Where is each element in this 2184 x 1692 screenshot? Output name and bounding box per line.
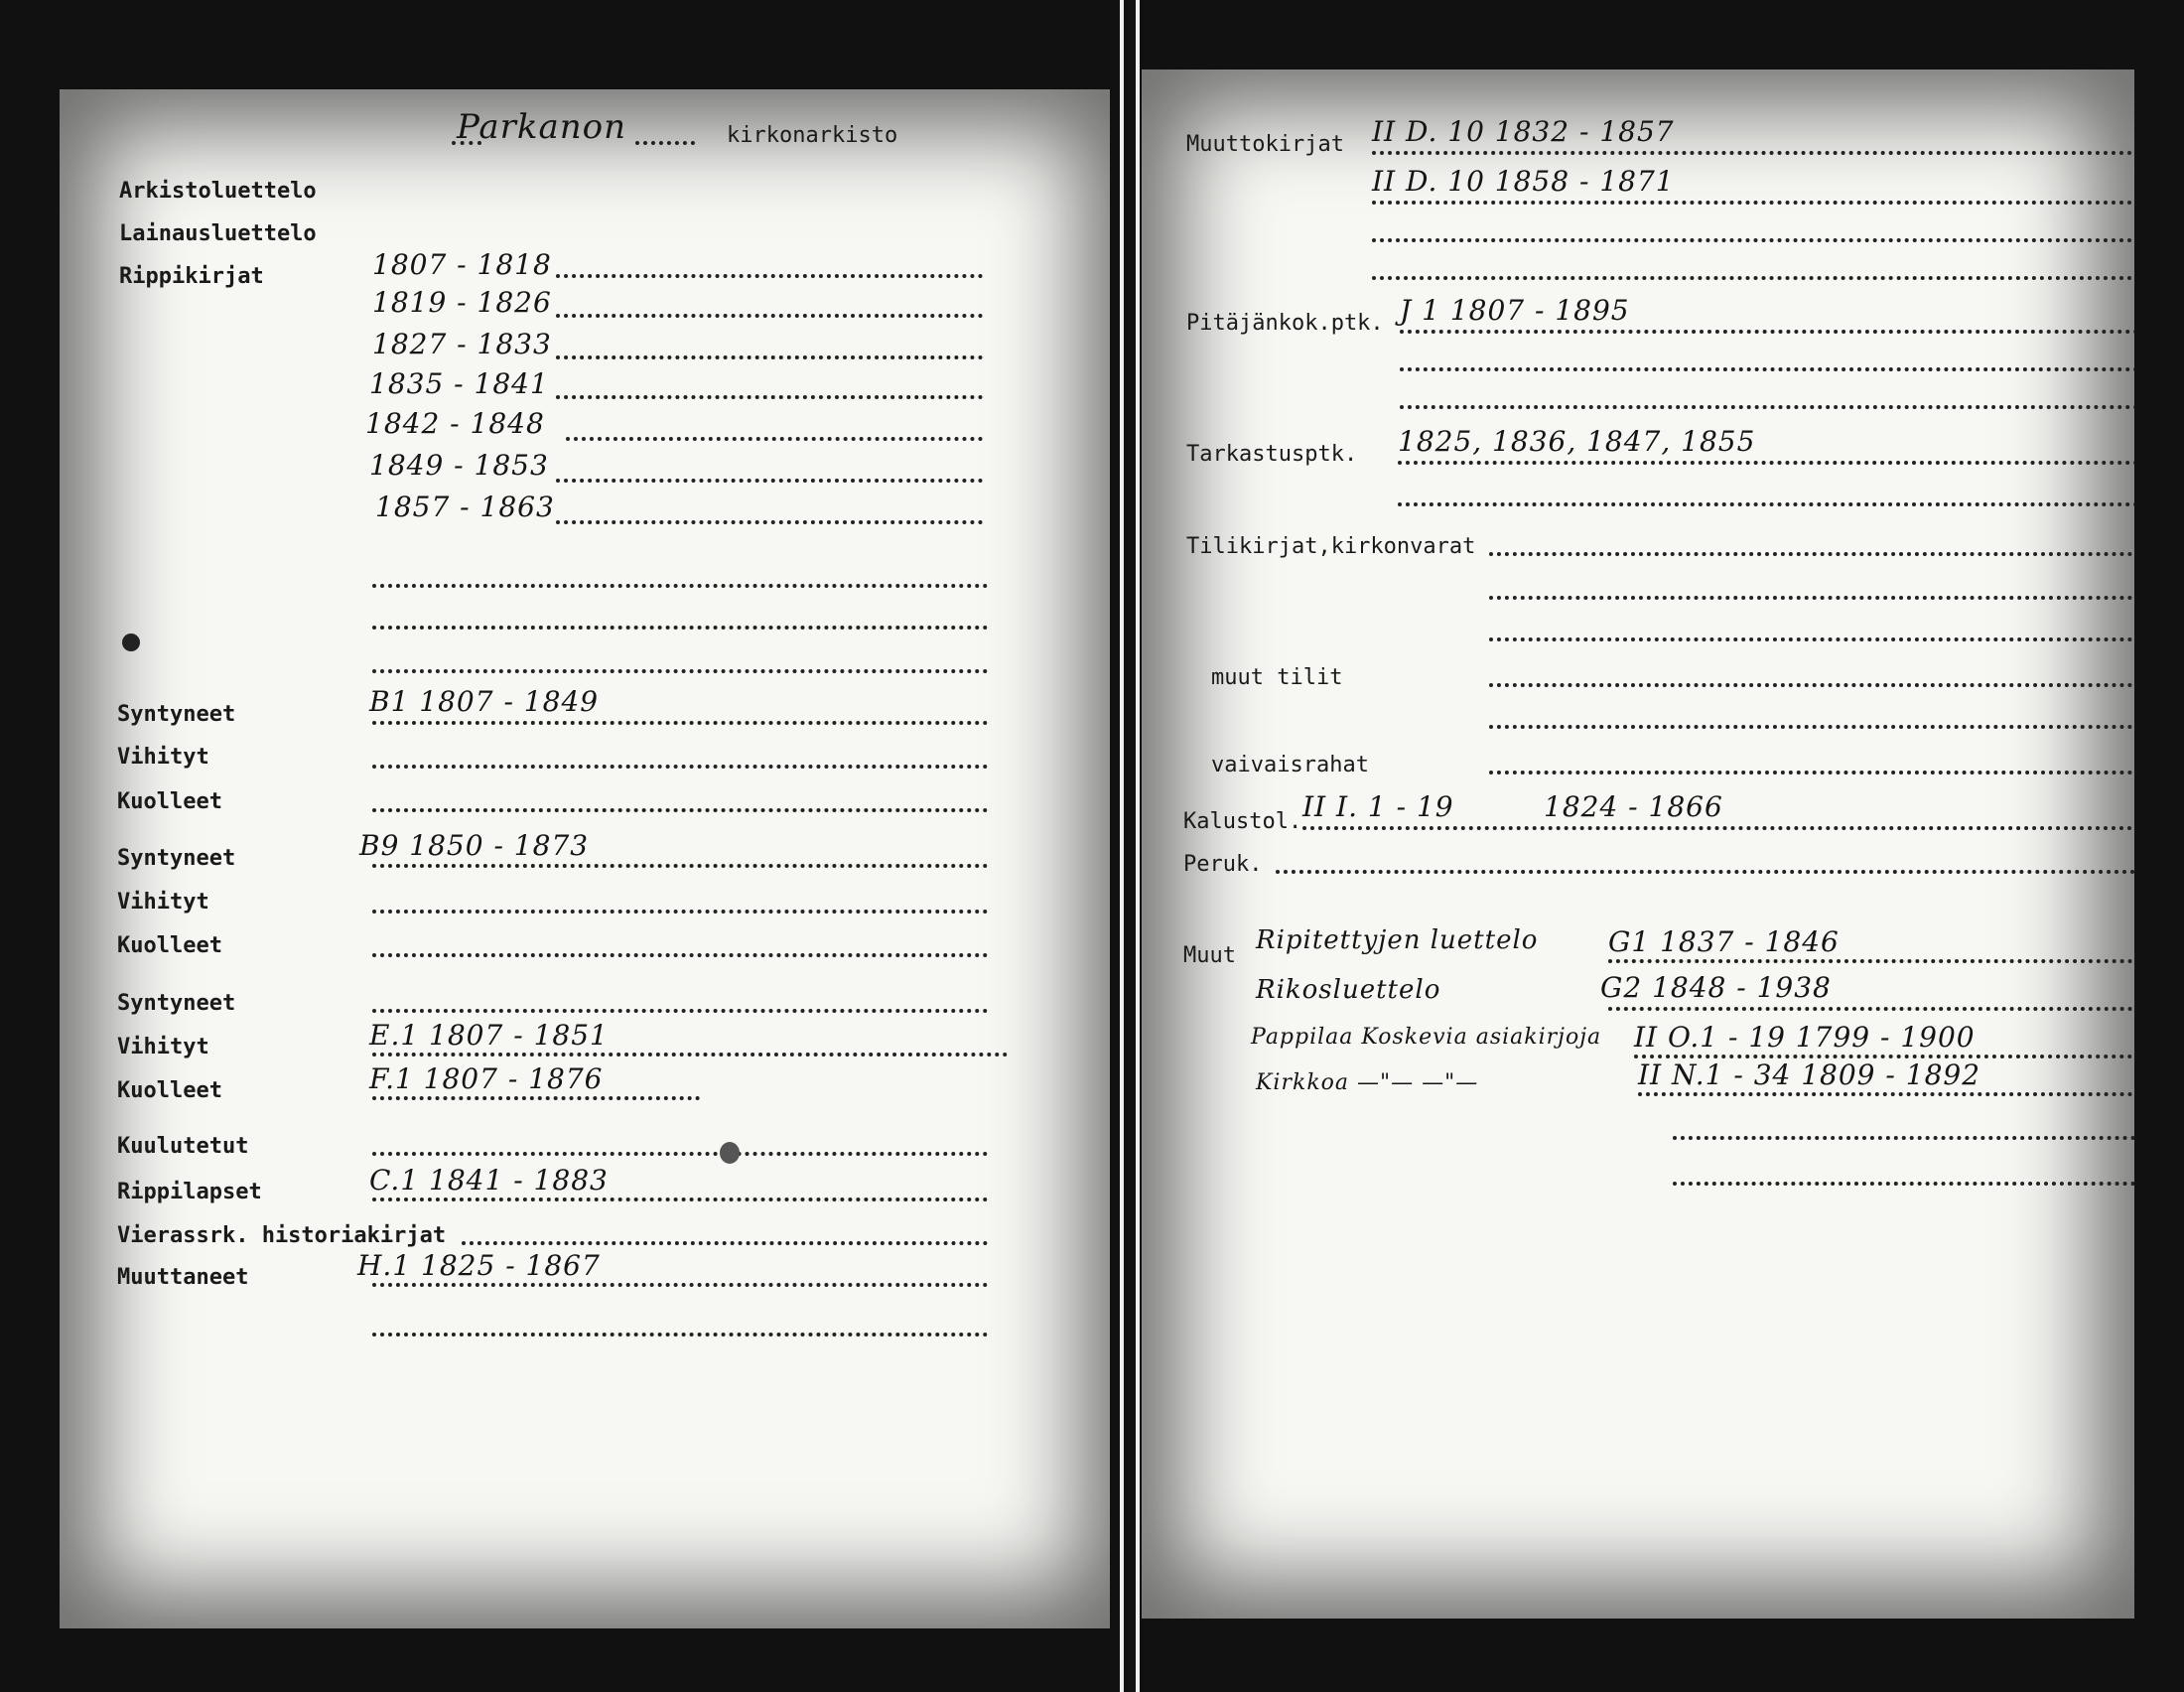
muut-row-3-text: Pappilaa Koskevia asiakirjoja xyxy=(1251,1025,1602,1050)
label-rippilapset: Rippilapset xyxy=(117,1180,262,1204)
rippikirjat-entry-5: 1842 - 1848 xyxy=(365,407,545,440)
label-muut: Muut xyxy=(1183,943,1236,968)
rippikirjat-entry-2: 1819 - 1826 xyxy=(372,286,552,319)
dot-leader xyxy=(372,808,988,812)
dot-leader xyxy=(556,520,983,524)
dot-leader xyxy=(372,765,988,769)
dot-leader xyxy=(1372,201,2134,205)
muuttokirjat-entry-2: II D. 10 1858 - 1871 xyxy=(1372,165,1675,198)
label-arkistoluettelo: Arkistoluettelo xyxy=(119,179,317,204)
dot-leader xyxy=(1489,552,2134,556)
label-kalustol: Kalustol. xyxy=(1183,809,1302,834)
label-muut-tilit: muut tilit xyxy=(1211,665,1343,690)
muut-row-1-code: G1 1837 - 1846 xyxy=(1608,925,1840,958)
dot-leader xyxy=(556,274,983,278)
ink-smudge xyxy=(122,634,140,651)
left-page xyxy=(60,89,1122,1628)
dot-leader xyxy=(556,395,983,399)
dot-leader xyxy=(1489,725,2134,729)
dot-leader xyxy=(1638,1092,2134,1096)
dot-leader xyxy=(1608,1007,2134,1011)
ink-smudge xyxy=(720,1142,740,1164)
syntyneet-2-entry: B9 1850 - 1873 xyxy=(359,829,590,862)
dot-leader xyxy=(452,141,481,145)
muuttokirjat-entry-1: II D. 10 1832 - 1857 xyxy=(1372,115,1675,148)
dot-leader xyxy=(1400,330,2134,334)
dot-leader xyxy=(372,1198,988,1201)
dot-leader xyxy=(1400,405,2134,409)
dot-leader xyxy=(372,669,988,673)
muut-row-1-text: Ripitettyjen luettelo xyxy=(1256,925,1539,955)
kalustol-years: 1824 - 1866 xyxy=(1544,790,1723,823)
dot-leader xyxy=(372,1096,700,1100)
dot-leader xyxy=(1673,1182,2134,1186)
dot-leader xyxy=(1673,1136,2134,1140)
muut-row-4-text: Kirkkoa —"— —"— xyxy=(1256,1070,1479,1095)
dot-leader xyxy=(372,953,988,957)
dot-leader xyxy=(372,1009,988,1013)
label-muuttaneet: Muuttaneet xyxy=(117,1265,249,1290)
dot-leader xyxy=(462,1241,988,1245)
dot-leader xyxy=(1489,596,2134,600)
label-rippikirjat: Rippikirjat xyxy=(119,264,264,289)
label-syntyneet-1: Syntyneet xyxy=(117,702,236,727)
dot-leader xyxy=(635,141,695,145)
dot-leader xyxy=(1489,683,2134,687)
dot-leader xyxy=(372,626,988,630)
label-tilikirjat: Tilikirjat,kirkonvarat xyxy=(1186,534,1476,559)
label-syntyneet-2: Syntyneet xyxy=(117,846,236,871)
dot-leader xyxy=(372,1333,988,1337)
dot-leader xyxy=(372,910,988,914)
label-vihityt-1: Vihityt xyxy=(117,745,209,770)
dot-leader xyxy=(372,864,988,868)
right-page xyxy=(1142,70,2134,1619)
label-peruk: Peruk. xyxy=(1183,852,1263,877)
label-muuttokirjat: Muuttokirjat xyxy=(1186,132,1344,157)
kuolleet-3-entry: F.1 1807 - 1876 xyxy=(369,1062,604,1095)
dot-leader xyxy=(1608,959,2134,963)
dot-leader xyxy=(1302,826,2134,830)
syntyneet-1-entry: B1 1807 - 1849 xyxy=(369,685,600,718)
muut-row-2-text: Rikosluettelo xyxy=(1256,975,1441,1005)
rippikirjat-entry-1: 1807 - 1818 xyxy=(372,248,552,281)
label-kuulutetut: Kuulutetut xyxy=(117,1134,249,1159)
label-pitajankok: Pitäjänkok.ptk. xyxy=(1186,311,1384,336)
rippilapset-entry: C.1 1841 - 1883 xyxy=(369,1164,609,1197)
dot-leader xyxy=(372,1053,1008,1057)
pitajankok-entry: J 1 1807 - 1895 xyxy=(1400,294,1630,327)
label-vihityt-2: Vihityt xyxy=(117,890,209,915)
label-vierassrk: Vierassrk. historiakirjat xyxy=(117,1223,447,1248)
dot-leader xyxy=(372,1152,988,1156)
dot-leader xyxy=(372,721,988,725)
dot-leader xyxy=(556,479,983,483)
rippikirjat-entry-3: 1827 - 1833 xyxy=(372,328,552,360)
rippikirjat-entry-4: 1835 - 1841 xyxy=(369,367,549,400)
dot-leader xyxy=(1398,461,2134,465)
parish-name-handwritten: Parkanon xyxy=(457,107,627,147)
kalustol-code: II I. 1 - 19 xyxy=(1302,790,1454,823)
rippikirjat-entry-7: 1857 - 1863 xyxy=(375,491,555,523)
vihityt-3-entry: E.1 1807 - 1851 xyxy=(369,1019,609,1052)
dot-leader xyxy=(556,355,983,359)
label-vaivaisrahat: vaivaisrahat xyxy=(1211,753,1369,777)
label-kuolleet-2: Kuolleet xyxy=(117,933,222,958)
label-tarkastusptk: Tarkastusptk. xyxy=(1186,442,1358,467)
dot-leader xyxy=(1398,502,2134,506)
label-lainausluettelo: Lainausluettelo xyxy=(119,221,317,246)
muut-row-2-code: G2 1848 - 1938 xyxy=(1600,971,1832,1004)
dot-leader xyxy=(1276,870,2134,874)
dot-leader xyxy=(1489,637,2134,641)
header-kirkonarkisto: kirkonarkisto xyxy=(727,123,898,148)
muut-row-4-code: II N.1 - 34 1809 - 1892 xyxy=(1638,1058,1981,1091)
label-syntyneet-3: Syntyneet xyxy=(117,991,236,1016)
dot-leader xyxy=(1372,238,2134,242)
dot-leader xyxy=(372,1283,988,1287)
rippikirjat-entry-6: 1849 - 1853 xyxy=(369,449,549,482)
right-page-shadow xyxy=(1142,70,2134,1619)
muut-row-3-code: II O.1 - 19 1799 - 1900 xyxy=(1634,1021,1976,1054)
muuttaneet-entry: H.1 1825 - 1867 xyxy=(357,1249,601,1282)
label-kuolleet-1: Kuolleet xyxy=(117,789,222,814)
label-vihityt-3: Vihityt xyxy=(117,1035,209,1059)
dot-leader xyxy=(372,584,988,588)
dot-leader xyxy=(1489,771,2134,775)
dot-leader xyxy=(1372,151,2134,155)
dot-leader xyxy=(556,314,983,318)
label-kuolleet-3: Kuolleet xyxy=(117,1078,222,1103)
dot-leader xyxy=(1400,367,2134,371)
dot-leader xyxy=(1372,276,2134,280)
dot-leader xyxy=(566,437,983,441)
tarkastusptk-entry: 1825, 1836, 1847, 1855 xyxy=(1398,425,1756,458)
